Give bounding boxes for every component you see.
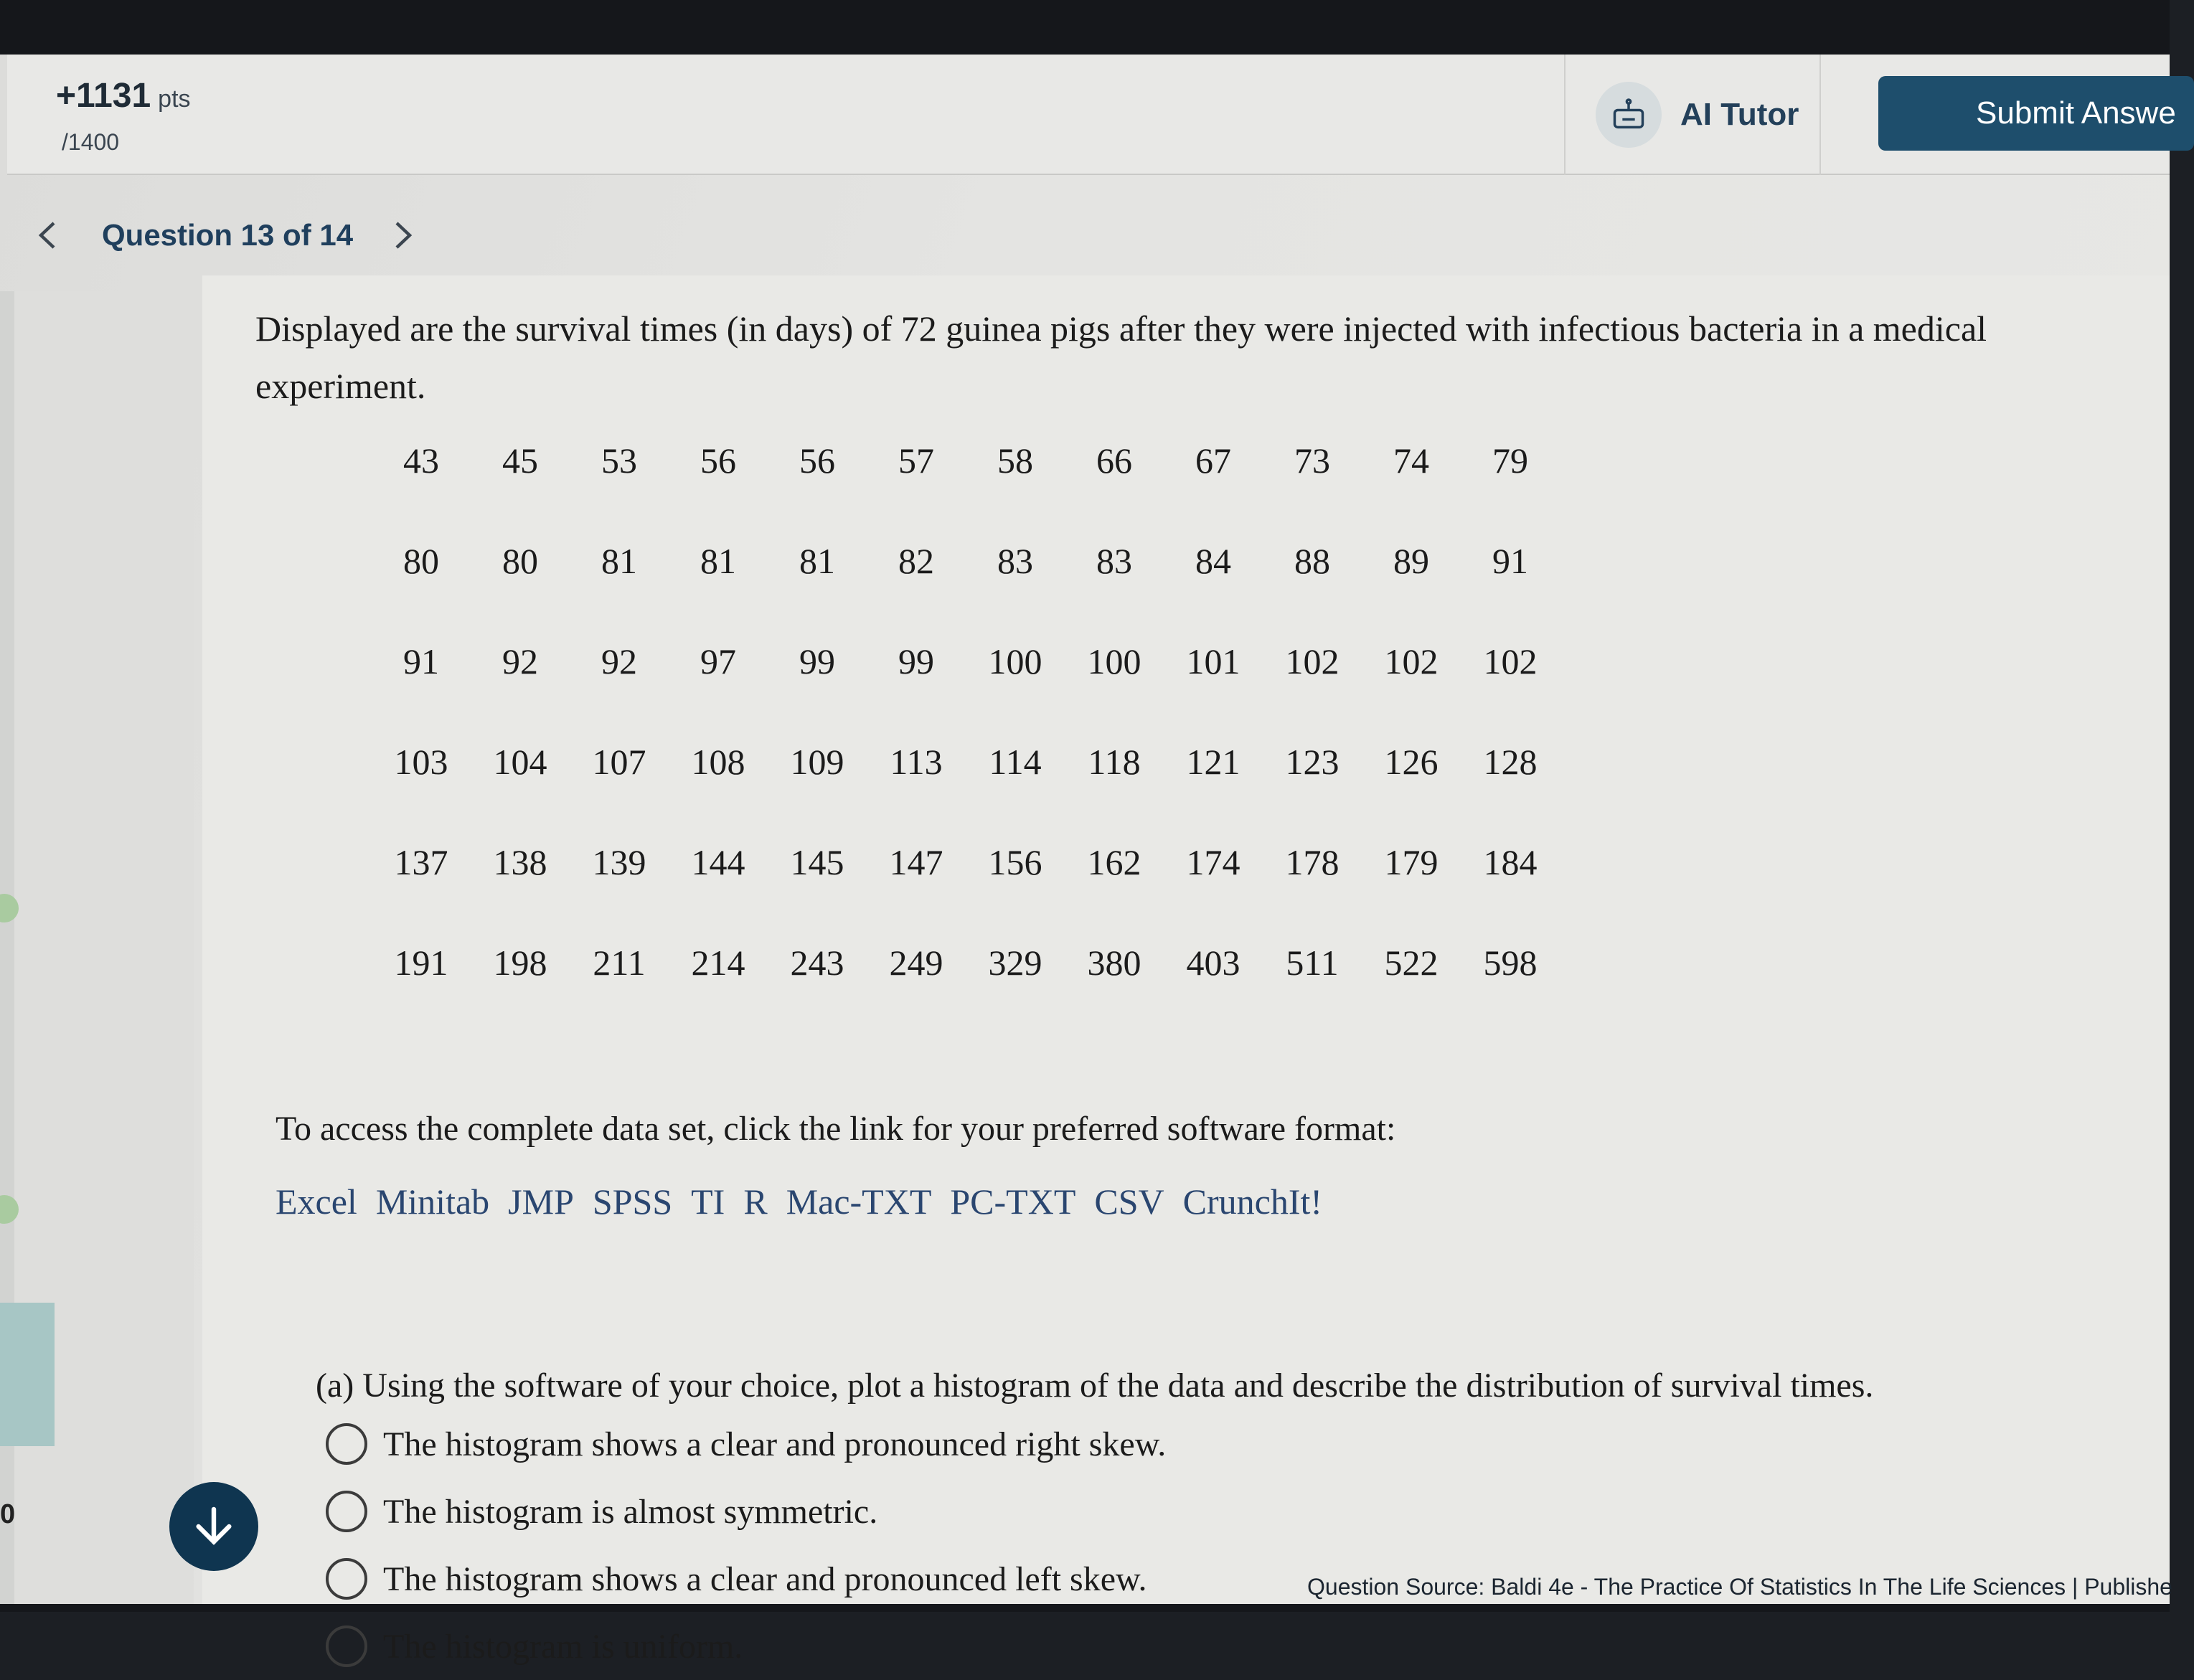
data-value: 79 [1492, 440, 1528, 481]
data-value: 73 [1294, 440, 1330, 481]
data-value: 101 [1186, 641, 1240, 681]
next-question-button[interactable] [382, 214, 425, 257]
software-link-crunchit[interactable]: CrunchIt! [1182, 1181, 1323, 1222]
data-value: 56 [799, 440, 835, 481]
answer-option-label: The histogram shows a clear and pronounced right skew. [383, 1425, 1167, 1463]
data-value: 82 [898, 541, 934, 581]
data-value: 58 [997, 440, 1033, 481]
screen [0, 55, 2176, 1666]
data-value: 243 [790, 943, 844, 983]
data-value: 137 [394, 842, 448, 882]
data-value: 53 [601, 440, 637, 481]
rail-number: 0 [0, 1499, 16, 1529]
data-value: 178 [1285, 842, 1340, 882]
answer-option[interactable] [326, 1478, 1166, 1545]
header-divider [1564, 55, 1566, 175]
software-link-pc-txt[interactable]: PC-TXT [950, 1181, 1076, 1222]
data-value: 145 [790, 842, 844, 882]
software-link-mac-txt[interactable]: Mac-TXT [786, 1181, 932, 1222]
header-divider [1819, 55, 1821, 175]
data-value: 100 [1087, 641, 1141, 681]
data-value: 99 [799, 641, 835, 681]
data-value: 43 [403, 440, 439, 481]
data-value: 84 [1195, 541, 1231, 581]
data-value: 92 [601, 641, 637, 681]
ai-tutor-label: AI Tutor [1680, 97, 1799, 132]
data-value: 174 [1186, 842, 1240, 882]
data-value: 67 [1195, 440, 1231, 481]
data-value: 45 [502, 440, 538, 481]
part-a-prompt: (a) Using the software of your choice, plot a histogram of the data and describe the distribution of survival times. [316, 1367, 1874, 1405]
data-value: 598 [1483, 943, 1538, 983]
data-value: 138 [493, 842, 547, 882]
chevron-left-icon [37, 220, 58, 250]
top-header [7, 55, 2176, 175]
software-link-spss[interactable]: SPSS [592, 1181, 673, 1222]
data-value: 108 [691, 742, 745, 782]
software-link-excel[interactable]: Excel [276, 1181, 357, 1222]
data-value: 74 [1393, 440, 1429, 481]
data-value: 184 [1483, 842, 1538, 882]
data-value: 114 [989, 742, 1042, 782]
ai-tutor-button[interactable] [1596, 79, 1799, 151]
data-value: 191 [394, 943, 448, 983]
chevron-right-icon [392, 220, 414, 250]
data-value: 104 [493, 742, 547, 782]
data-value: 249 [889, 943, 943, 983]
points-value: +1131 [56, 77, 151, 115]
screen-bezel-top [0, 0, 2170, 55]
scroll-down-button[interactable] [169, 1482, 258, 1571]
data-value: 198 [493, 943, 547, 983]
data-value: 144 [691, 842, 745, 882]
data-value: 162 [1087, 842, 1141, 882]
robot-icon [1596, 82, 1662, 148]
data-value: 511 [1286, 943, 1339, 983]
data-value: 109 [790, 742, 844, 782]
submit-answer-button[interactable]: Submit Answe [1878, 76, 2194, 151]
data-value: 57 [898, 440, 934, 481]
data-value: 81 [799, 541, 835, 581]
radio-button[interactable] [326, 1625, 367, 1667]
data-value: 66 [1096, 440, 1132, 481]
data-value: 121 [1186, 742, 1240, 782]
data-value: 102 [1285, 641, 1340, 681]
software-link-jmp[interactable]: JMP [508, 1181, 574, 1222]
data-value: 81 [601, 541, 637, 581]
data-value: 156 [988, 842, 1042, 882]
data-value: 113 [890, 742, 943, 782]
part-a-options [326, 1410, 1166, 1680]
software-links [276, 1181, 1322, 1222]
data-value: 118 [1088, 742, 1141, 782]
answer-option[interactable] [326, 1545, 1166, 1613]
data-value: 107 [592, 742, 646, 782]
answer-option-label: The histogram is almost symmetric. [383, 1492, 878, 1531]
data-value: 179 [1384, 842, 1439, 882]
software-link-ti[interactable]: TI [691, 1181, 725, 1222]
data-access-text: To access the complete data set, click the link for your preferred software format: [276, 1110, 1396, 1148]
question-card [202, 275, 2172, 1666]
data-value: 80 [403, 541, 439, 581]
data-value: 128 [1483, 742, 1538, 782]
data-value: 102 [1384, 641, 1439, 681]
data-value: 56 [700, 440, 736, 481]
software-link-csv[interactable]: CSV [1094, 1181, 1164, 1222]
data-value: 139 [592, 842, 646, 882]
data-value: 329 [988, 943, 1042, 983]
question-source: Question Source: Baldi 4e - The Practice Of Statistics In The Life Sciences | Publishe [1307, 1574, 2172, 1600]
data-value: 92 [502, 641, 538, 681]
points-total: /1400 [62, 129, 120, 155]
data-value: 403 [1186, 943, 1240, 983]
points-unit: pts [158, 85, 191, 113]
data-value: 83 [1096, 541, 1132, 581]
data-value: 83 [997, 541, 1033, 581]
data-value: 80 [502, 541, 538, 581]
data-value: 89 [1393, 541, 1429, 581]
data-value: 126 [1384, 742, 1439, 782]
data-value: 102 [1483, 641, 1538, 681]
radio-button[interactable] [326, 1558, 367, 1600]
data-value: 99 [898, 641, 934, 681]
answer-option-label: The histogram shows a clear and pronounced left skew. [383, 1559, 1147, 1598]
data-value: 123 [1285, 742, 1340, 782]
data-value: 380 [1087, 943, 1141, 983]
data-value: 88 [1294, 541, 1330, 581]
data-value: 100 [988, 641, 1042, 681]
data-table [372, 439, 1560, 1042]
question-counter: Question 13 of 14 [102, 218, 354, 252]
rail-highlight [0, 1303, 55, 1446]
software-link-minitab[interactable]: Minitab [375, 1181, 490, 1222]
problem-intro: Displayed are the survival times (in days) of 72 guinea pigs after they were injected with infectious bacteria in a medical experiment. [255, 308, 1987, 406]
data-value: 91 [1492, 541, 1528, 581]
answer-option[interactable] [326, 1410, 1166, 1478]
screen-bezel-bottom [0, 1604, 2170, 1612]
data-value: 211 [593, 943, 646, 983]
software-link-r[interactable]: R [743, 1181, 768, 1222]
data-value: 147 [889, 842, 943, 882]
arrow-down-icon [191, 1504, 237, 1549]
radio-button[interactable] [326, 1491, 367, 1532]
data-value: 522 [1384, 943, 1439, 983]
answer-option-label: The histogram is uniform. [383, 1627, 743, 1666]
data-value: 81 [700, 541, 736, 581]
data-value: 91 [403, 641, 439, 681]
data-value: 103 [394, 742, 448, 782]
previous-question-button[interactable] [26, 214, 69, 257]
question-nav [26, 207, 425, 264]
answer-option[interactable] [326, 1613, 1166, 1680]
radio-button[interactable] [326, 1423, 367, 1465]
data-value: 97 [700, 641, 736, 681]
points-display [56, 76, 191, 115]
data-value: 214 [691, 943, 745, 983]
